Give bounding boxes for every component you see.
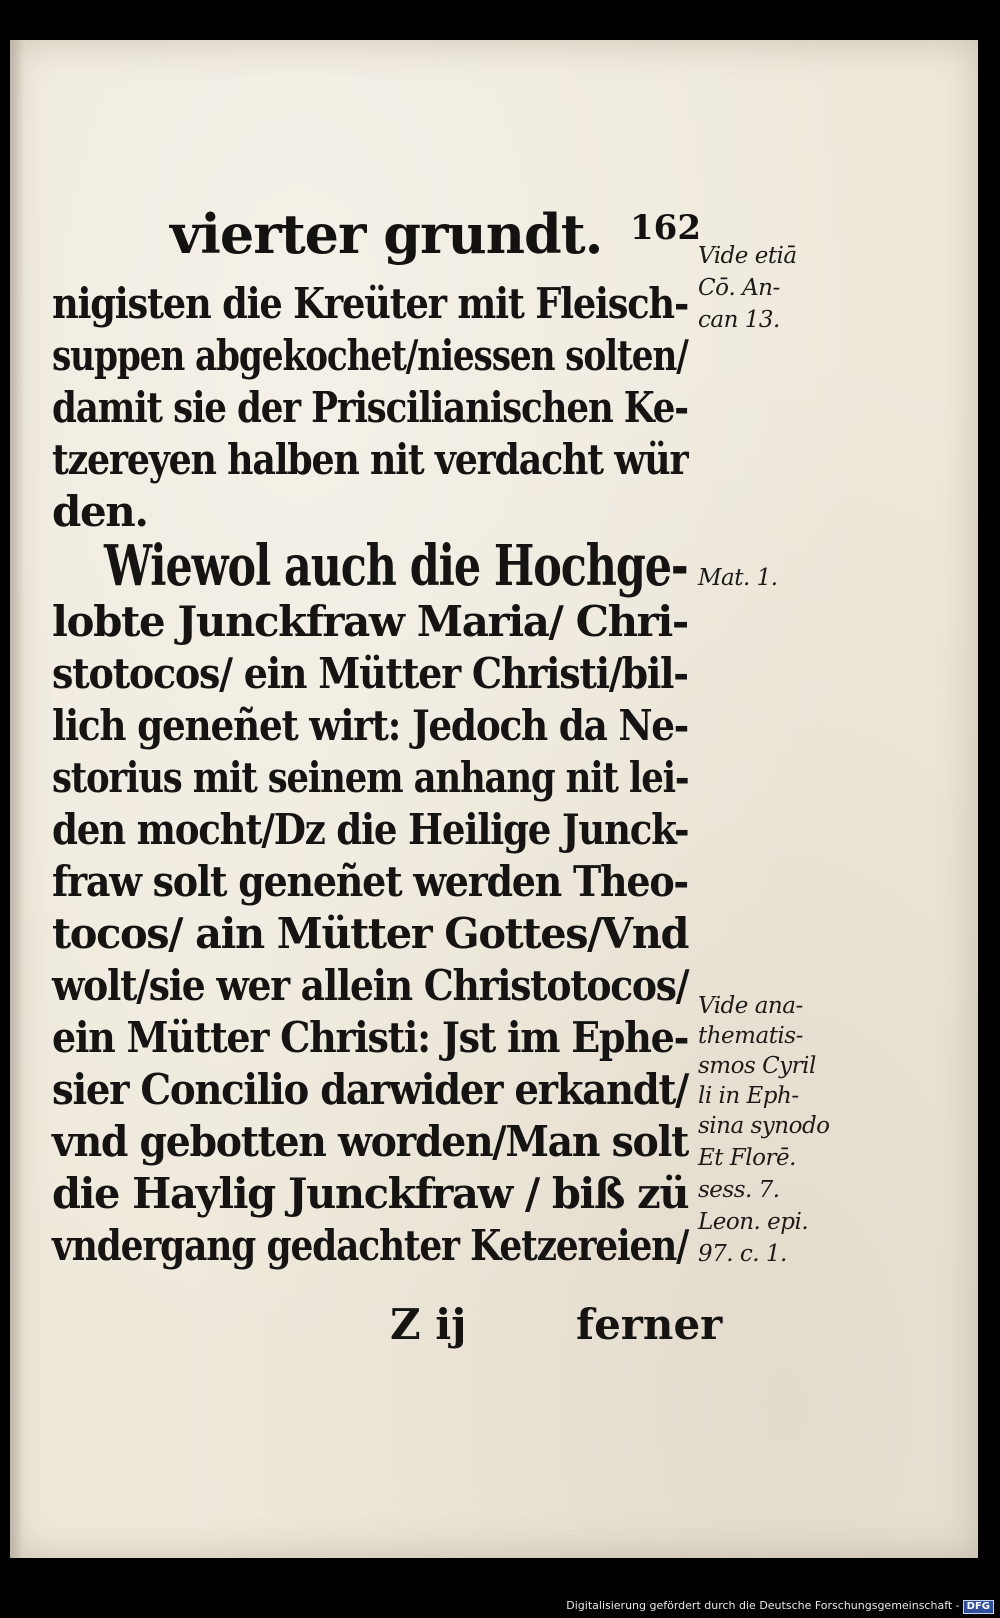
page-edge-shadow	[10, 40, 24, 1558]
text-line: lich geneñet wirt: Jedoch da Ne-	[52, 701, 689, 750]
text-line: suppen abgekochet/niessen solten/	[52, 331, 688, 380]
text-line: damit sie der Priscilianischen Ke-	[52, 383, 688, 432]
margin-note: Vide ana-	[698, 993, 803, 1019]
margin-note: can 13.	[698, 307, 780, 333]
page-header	[170, 202, 710, 272]
text-line: vndergang gedachter Ketzereien/	[52, 1221, 689, 1270]
credit-text: Digitalisierung gefördert durch die Deutsche Forschungsgemeinschaft -	[566, 1599, 960, 1612]
text-line: die Haylig Junckfraw / biß zü	[52, 1169, 689, 1218]
margin-note: sess. 7.	[698, 1177, 780, 1203]
text-line: nigisten die Kreüter mit Fleisch-	[52, 279, 689, 328]
text-line: storius mit seinem anhang nit lei-	[52, 753, 689, 802]
text-line: tzereyen halben nit verdacht wür	[52, 435, 688, 484]
margin-note: smos Cyril	[698, 1053, 816, 1079]
text-line: wolt/sie wer allein Christotocos/	[52, 961, 689, 1010]
margin-note: 97. c. 1.	[698, 1241, 787, 1267]
text-line: tocos/ ain Mütter Gottes/Vnd	[52, 909, 689, 958]
running-head: vierter grundt.	[170, 202, 603, 266]
paragraph-opening-line: Wiewol auch die Hochge-	[104, 533, 688, 599]
text-line: stotocos/ ein Mütter Christi/bil-	[52, 649, 688, 698]
book-page	[10, 40, 978, 1558]
dfg-logo: DFG	[963, 1600, 994, 1614]
margin-note: li in Eph-	[698, 1083, 799, 1109]
text-line: lobte Junckfraw Maria/ Chri-	[52, 597, 688, 646]
margin-note: Vide etiā	[698, 243, 797, 269]
catchword: ferner	[576, 1300, 723, 1349]
margin-note: thematis-	[698, 1023, 803, 1049]
margin-note: Cō. An-	[698, 275, 780, 301]
text-line: sier Concilio darwider erkandt/	[52, 1065, 688, 1114]
margin-note: Mat. 1.	[698, 565, 778, 591]
text-line: fraw solt geneñet werden Theo-	[52, 857, 688, 906]
margin-note: Leon. epi.	[698, 1209, 809, 1235]
text-line: vnd gebotten worden/Man solt	[52, 1117, 688, 1166]
text-line: ein Mütter Christi: Jst im Ephe-	[52, 1013, 689, 1062]
text-line: den.	[52, 487, 148, 536]
folio-number: 162	[630, 208, 701, 248]
digitization-credit	[566, 1599, 994, 1614]
margin-note: sina synodo	[698, 1113, 830, 1139]
signature-mark: Z ij	[390, 1300, 467, 1349]
margin-note: Et Florē.	[698, 1145, 796, 1171]
text-line: den mocht/Dz die Heilige Junck-	[52, 805, 689, 854]
